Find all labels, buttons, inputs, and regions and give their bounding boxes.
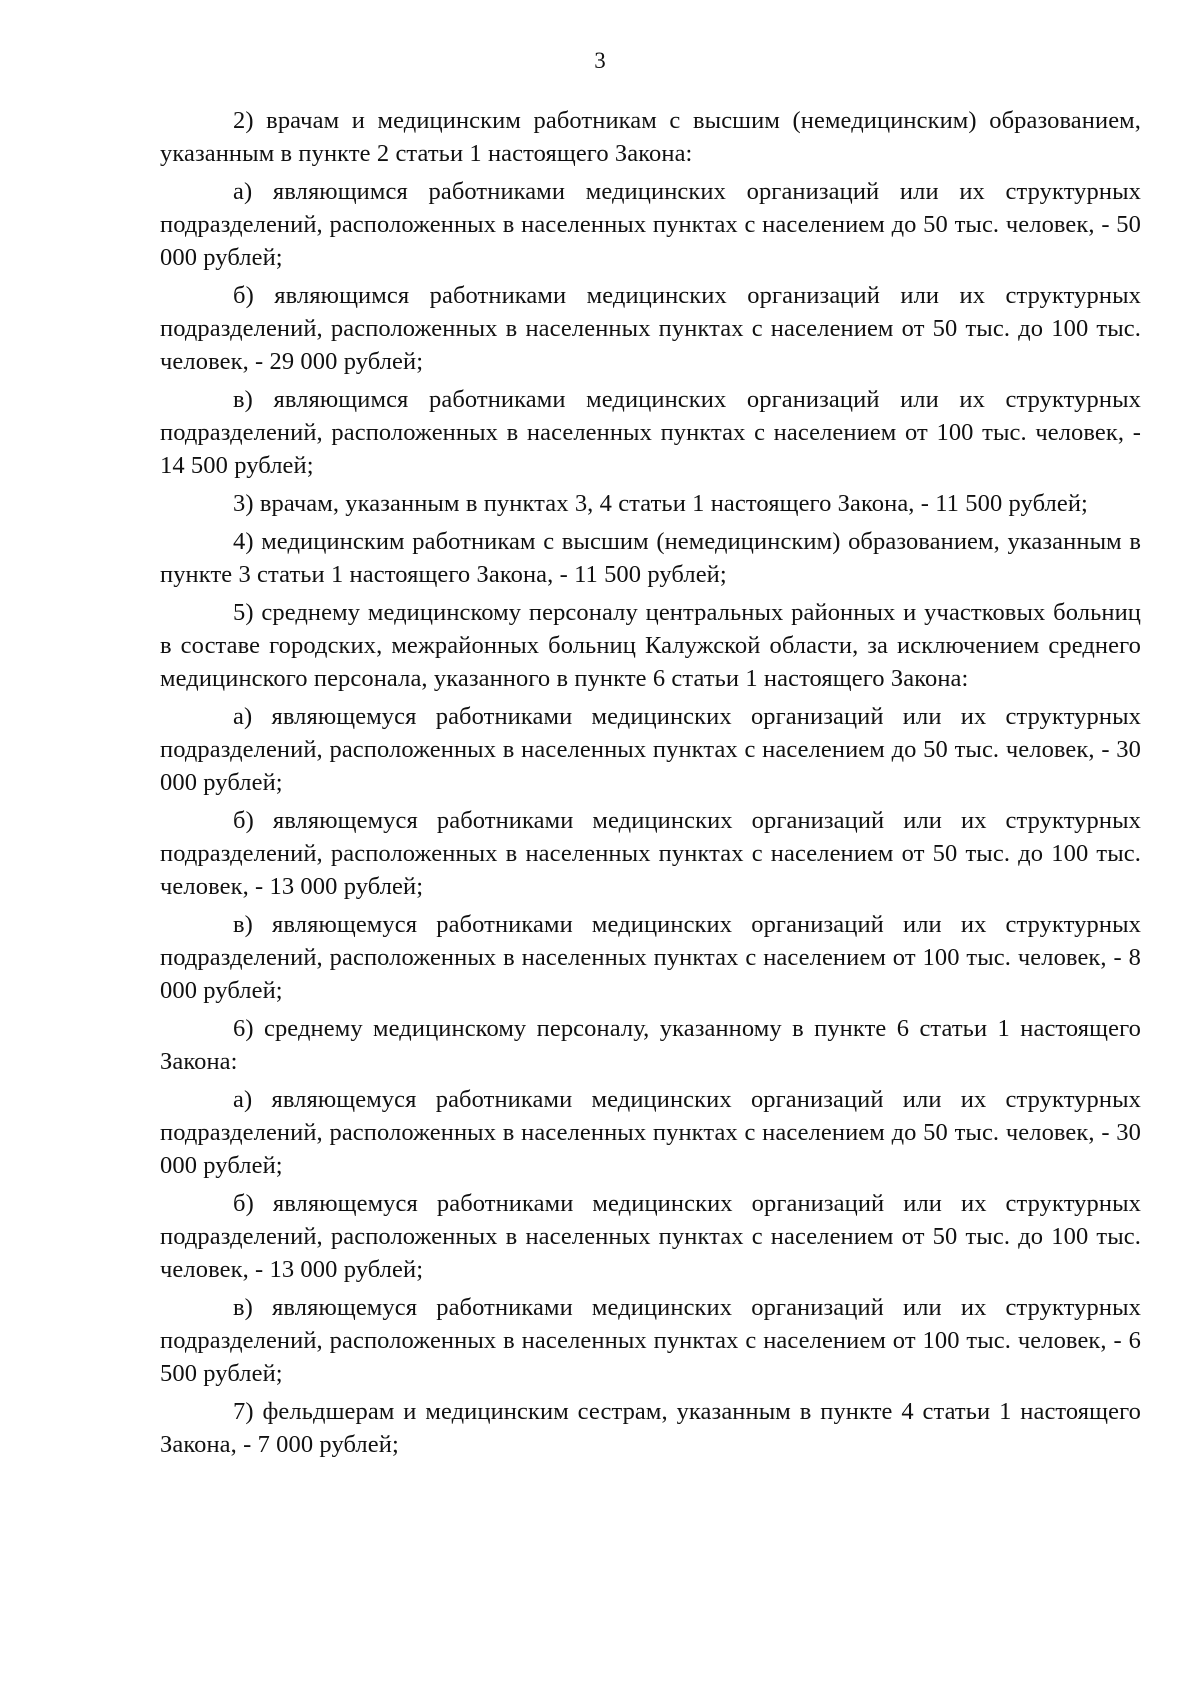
paragraph-item-4: 4) медицинским работникам с высшим (немедицинским) образованием, указанным в пункте 3 статьи 1 настоящего Закона, - 11 500 рублей; [160, 528, 1141, 588]
paragraph-item-6b: б) являющемуся работниками медицинских организаций или их структурных подразделений, расположенных в населенных пунктах с населением от 50 тыс. до 100 тыс. человек, - 13 000 рублей; [160, 1190, 1141, 1283]
paragraph-item-7: 7) фельдшерам и медицинским сестрам, указанным в пункте 4 статьи 1 настоящего Закона, - 7 000 рублей; [160, 1398, 1141, 1458]
paragraph-item-2b: б) являющимся работниками медицинских организаций или их структурных подразделений, расположенных в населенных пунктах с населением от 50 тыс. до 100 тыс. человек, - 29 000 рублей; [160, 282, 1141, 375]
paragraph-item-5b: б) являющемуся работниками медицинских организаций или их структурных подразделений, расположенных в населенных пунктах с населением от 50 тыс. до 100 тыс. человек, - 13 000 рублей; [160, 807, 1141, 900]
paragraph-item-2a: а) являющимся работниками медицинских организаций или их структурных подразделений, расположенных в населенных пунктах с населением до 50 тыс. человек, - 50 000 рублей; [160, 178, 1141, 271]
paragraph-item-5: 5) среднему медицинскому персоналу центральных районных и участковых больниц в составе городских, межрайонных больниц Калужской области, за исключением среднего медицинского персонала, указанного в пункте 6 статьи 1 настоящего Закона: [160, 599, 1141, 692]
paragraph-item-6v: в) являющемуся работниками медицинских организаций или их структурных подразделений, расположенных в населенных пунктах с населением от 100 тыс. человек, - 6 500 рублей; [160, 1294, 1141, 1387]
paragraph-item-2: 2) врачам и медицинским работникам с высшим (немедицинским) образованием, указанным в пункте 2 статьи 1 настоящего Закона: [160, 107, 1141, 167]
paragraph-item-6a: а) являющемуся работниками медицинских организаций или их структурных подразделений, расположенных в населенных пунктах с населением до 50 тыс. человек, - 30 000 рублей; [160, 1086, 1141, 1179]
paragraph-item-5a: а) являющемуся работниками медицинских организаций или их структурных подразделений, расположенных в населенных пунктах с населением до 50 тыс. человек, - 30 000 рублей; [160, 703, 1141, 796]
paragraph-item-6: 6) среднему медицинскому персоналу, указанному в пункте 6 статьи 1 настоящего Закона: [160, 1015, 1141, 1075]
page-number: 3 [594, 48, 606, 73]
paragraph-item-2v: в) являющимся работниками медицинских организаций или их структурных подразделений, расположенных в населенных пунктах с населением от 100 тыс. человек, - 14 500 рублей; [160, 386, 1141, 479]
document-body [160, 104, 1141, 1466]
paragraph-item-5v: в) являющемуся работниками медицинских организаций или их структурных подразделений, расположенных в населенных пунктах с населением от 100 тыс. человек, - 8 000 рублей; [160, 911, 1141, 1004]
paragraph-item-3: 3) врачам, указанным в пунктах 3, 4 статьи 1 настоящего Закона, - 11 500 рублей; [233, 490, 1088, 517]
